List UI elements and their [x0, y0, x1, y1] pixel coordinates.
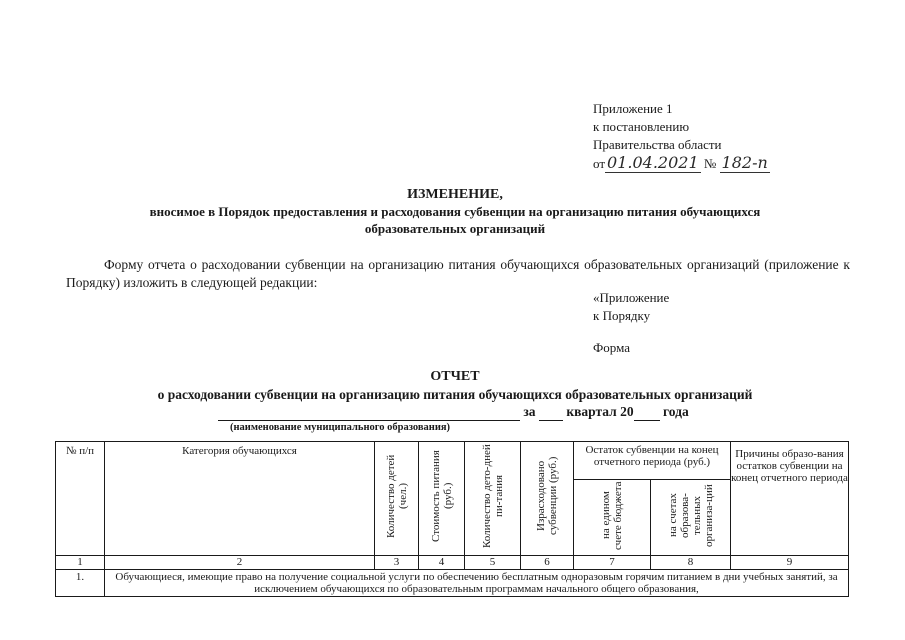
change-heading [60, 186, 850, 237]
table-row [56, 570, 849, 597]
col-number-6: 6 [521, 556, 574, 570]
header-single-account [574, 480, 651, 556]
sub-annex-line-2: к Порядку [593, 308, 651, 323]
number-sign: № [703, 156, 717, 171]
header-reasons: Причины образо-вания остатков субвенции на конец отчетного периода [731, 442, 849, 556]
report-title: ОТЧЕТ [430, 369, 480, 384]
annex-line-1: Приложение 1 [593, 101, 673, 116]
row-category-text: Обучающиеся, имеющие право на получение социальной услуги по обеспечению бесплатным одноразовым горячим питанием в дни учебных занятий, за исключением обучающихся по образовательным программам начального общего образования, [105, 570, 849, 597]
sub-annex-block [593, 289, 669, 325]
report-table [55, 441, 849, 597]
header-children [375, 442, 419, 556]
report-heading [60, 368, 850, 404]
header-cost [419, 442, 465, 556]
report-subtitle: о расходовании субвенции на организацию питания обучающихся образовательных организаций [157, 387, 753, 402]
header-org-accounts [651, 480, 731, 556]
quarter-blank [539, 404, 563, 421]
munic-caption: (наименование муниципального образования) [230, 422, 451, 433]
form-label: Форма [593, 340, 630, 355]
header-remainder: Остаток субвенции на конец отчетного периода (руб.) [574, 442, 731, 480]
row-num: 1. [56, 570, 105, 597]
change-title: ИЗМЕНЕНИЕ, [407, 187, 503, 202]
col-number-8: 8 [651, 556, 731, 570]
col-number-2: 2 [105, 556, 375, 570]
col-number-3: 3 [375, 556, 419, 570]
munic-blank [218, 404, 520, 421]
header-spent [521, 442, 574, 556]
change-subtitle: вносимое в Порядок предоставления и расходования субвенции на организацию питания обучающихся образовательных организаций [149, 204, 761, 236]
header-days-text: Количество дето-дней пи-тания [480, 444, 505, 548]
annex-line-3: Правительства области [593, 137, 722, 152]
annex-block [593, 100, 770, 173]
annex-date-line [593, 154, 770, 173]
date-prefix: от [593, 156, 606, 171]
header-children-text: Количество детей (чел.) [384, 454, 409, 538]
year-blank [634, 404, 660, 421]
header-cost-text: Стоимость питания (руб.) [429, 450, 454, 542]
header-days [465, 442, 521, 556]
col-number-1: 1 [56, 556, 105, 570]
header-num: № п/п [56, 442, 105, 556]
sub-annex-line-1: «Приложение [593, 290, 670, 305]
period-year: года [662, 404, 689, 419]
handwritten-date: 01.04.2021 [607, 153, 699, 172]
intro-paragraph: Форму отчета о расходовании субвенции на организацию питания обучающихся образовательных организаций (приложение к Порядку) изложить в следующей редакции: [66, 257, 850, 290]
header-org-accounts-text: на счетах образова-тельных организа-ций [666, 484, 715, 548]
annex-line-2: к постановлению [593, 119, 690, 134]
col-number-5: 5 [465, 556, 521, 570]
period-za: за [523, 404, 536, 419]
header-single-account-text: на едином счете бюджета [600, 481, 624, 551]
period-line [218, 404, 689, 421]
handwritten-number: 182-п [721, 153, 768, 172]
header-category: Категория обучающихся [105, 442, 375, 556]
col-number-4: 4 [419, 556, 465, 570]
column-numbers-row [56, 556, 849, 570]
header-spent-text: Израсходовано субвенции (руб.) [535, 456, 559, 536]
col-number-9: 9 [731, 556, 849, 570]
col-number-7: 7 [574, 556, 651, 570]
period-quarter: квартал 20 [566, 404, 634, 419]
